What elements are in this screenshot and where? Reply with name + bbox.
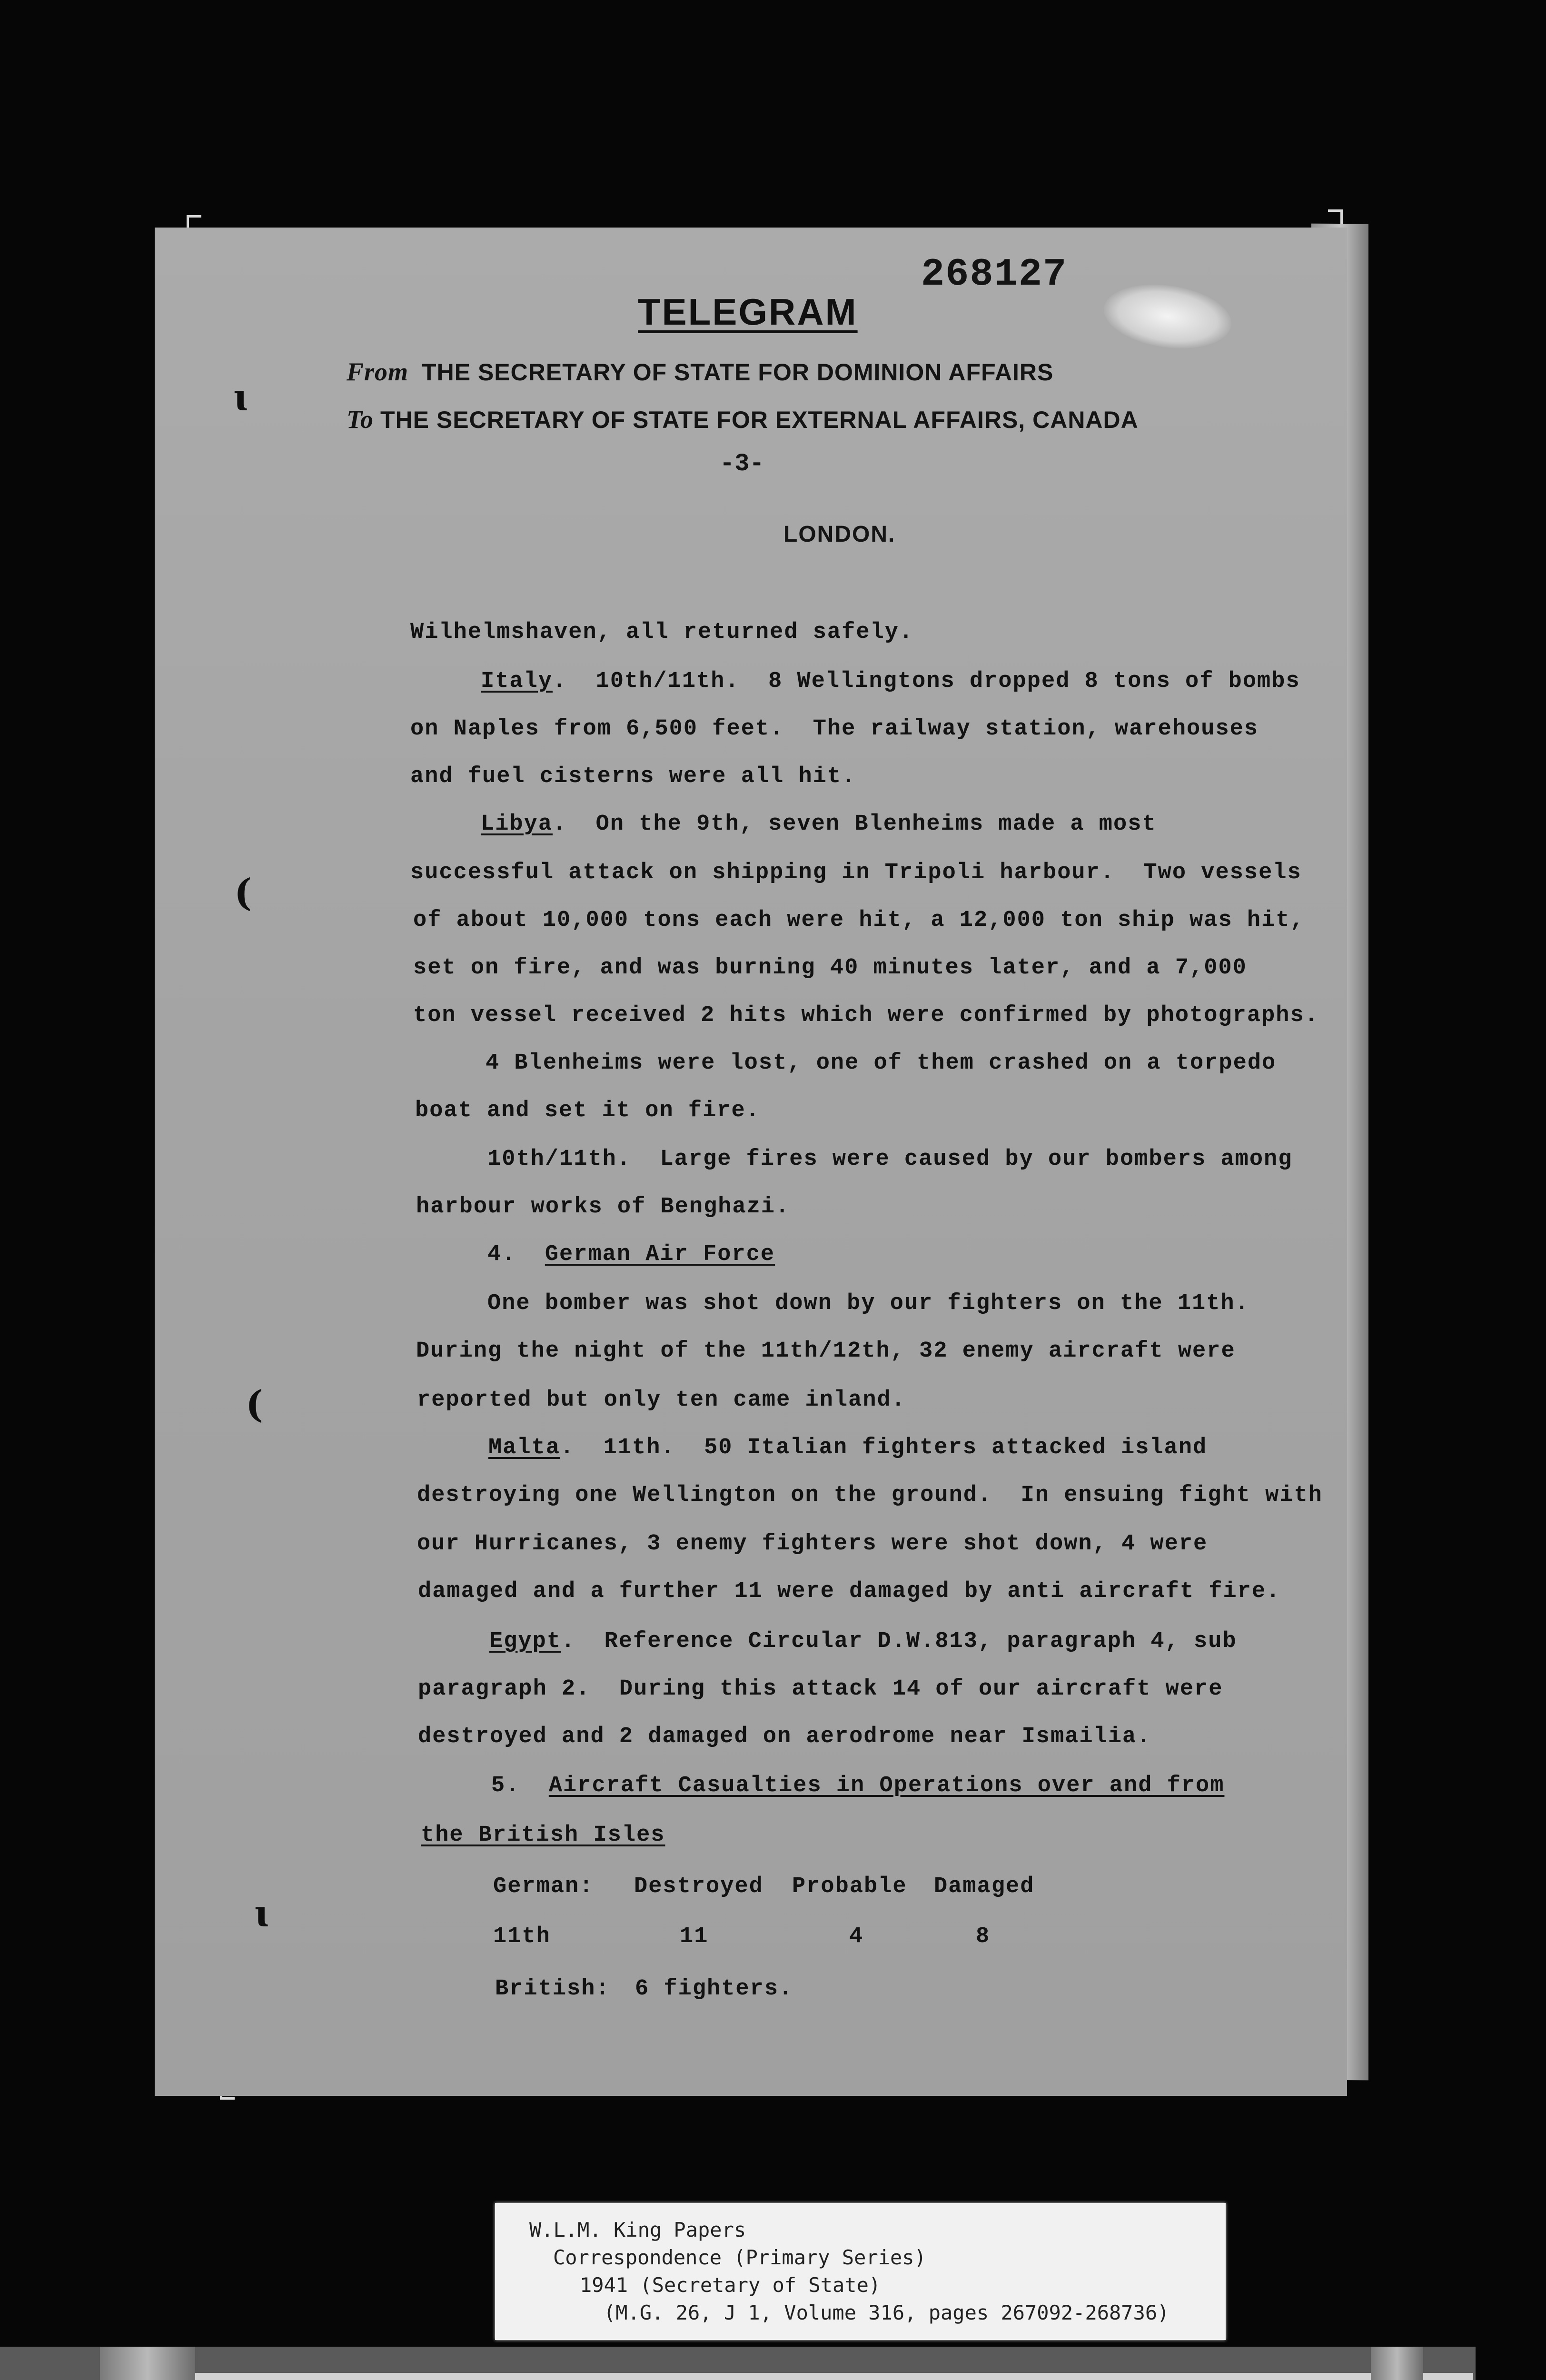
section-number: 5. xyxy=(491,1773,549,1798)
section-heading: Libya xyxy=(481,812,553,837)
body-line: successful attack on shipping in Tripoli harbour. Two vessels xyxy=(410,860,1302,885)
body-line xyxy=(481,670,1300,693)
crop-mark-top-right xyxy=(1328,209,1343,224)
to-label: To xyxy=(347,405,374,434)
to-line xyxy=(347,405,1139,434)
margin-mark: ɩ xyxy=(254,1892,268,1935)
casualties-col-probable: Probable xyxy=(792,1874,907,1899)
from-line xyxy=(347,357,1053,387)
from-label: From xyxy=(347,357,409,386)
city: LONDON. xyxy=(783,522,896,547)
casualties-damaged-value: 8 xyxy=(976,1924,991,1949)
page-number: -3- xyxy=(720,450,764,478)
archive-label-line: (M.G. 26, J 1, Volume 316, pages 267092-268736) xyxy=(604,2301,1169,2324)
archive-label-line: W.L.M. King Papers xyxy=(529,2218,746,2241)
margin-mark: ( xyxy=(246,1383,263,1426)
casualties-probable-value: 4 xyxy=(849,1924,864,1949)
body-line xyxy=(421,1824,665,1846)
body-line: ton vessel received 2 hits which were confirmed by photographs. xyxy=(413,1003,1319,1028)
casualties-row-label-german: German: xyxy=(493,1874,594,1899)
body-line: One bomber was shot down by our fighters on the 11th. xyxy=(487,1291,1249,1316)
body-line: damaged and a further 11 were damaged by anti aircraft fire. xyxy=(418,1579,1281,1604)
body-line: reported but only ten came inland. xyxy=(417,1388,906,1413)
section-heading: Egypt xyxy=(489,1629,562,1654)
body-line xyxy=(489,1630,1237,1653)
archive-label-line: 1941 (Secretary of State) xyxy=(580,2273,881,2297)
casualties-row-label-british: British: xyxy=(495,1976,610,2002)
body-line: harbour works of Benghazi. xyxy=(416,1194,790,1220)
body-text: . On the 9th, seven Blenheims made a most xyxy=(553,812,1157,837)
body-line: 4 Blenheims were lost, one of them crashed on a torpedo xyxy=(486,1051,1277,1076)
telegram-title: TELEGRAM xyxy=(638,291,858,333)
casualties-destroyed-value: 11 xyxy=(680,1924,709,1949)
body-line: During the night of the 11th/12th, 32 enemy aircraft were xyxy=(416,1339,1236,1364)
archive-plate xyxy=(193,2373,1473,2380)
body-line xyxy=(491,1775,1224,1797)
casualties-col-damaged: Damaged xyxy=(934,1874,1035,1899)
to-value: THE SECRETARY OF STATE FOR EXTERNAL AFFAIRS, CANADA xyxy=(380,407,1139,433)
plate-side-right xyxy=(1371,2347,1423,2380)
section-heading: Malta xyxy=(488,1435,561,1460)
body-line: set on fire, and was burning 40 minutes later, and a 7,000 xyxy=(413,955,1247,981)
margin-mark: ( xyxy=(234,871,252,914)
section-number: 4. xyxy=(487,1242,545,1267)
section-heading: Italy xyxy=(481,669,553,694)
section-heading: Aircraft Casualties in Operations over and from xyxy=(548,1773,1225,1798)
body-line xyxy=(487,1243,775,1266)
body-line: of about 10,000 tons each were hit, a 12,000 ton ship was hit, xyxy=(413,908,1305,933)
body-line: 10th/11th. Large fires were caused by our bombers among xyxy=(487,1147,1293,1172)
body-line: destroyed and 2 damaged on aerodrome near Ismailia. xyxy=(418,1724,1151,1749)
archive-label-line: Correspondence (Primary Series) xyxy=(553,2246,926,2269)
from-value: THE SECRETARY OF STATE FOR DOMINION AFFAIRS xyxy=(422,359,1054,386)
body-line: paragraph 2. During this attack 14 of our aircraft were xyxy=(418,1676,1223,1702)
body-line: our Hurricanes, 3 enemy fighters were shot down, 4 were xyxy=(417,1531,1208,1557)
body-line: on Naples from 6,500 feet. The railway station, warehouses xyxy=(410,716,1259,742)
body-line: Wilhelmshaven, all returned safely. xyxy=(410,620,914,645)
body-line: boat and set it on fire. xyxy=(415,1098,760,1123)
body-line: and fuel cisterns were all hit. xyxy=(410,764,856,789)
casualties-date: 11th xyxy=(493,1924,551,1949)
body-line: destroying one Wellington on the ground. In ensuing fight with xyxy=(417,1483,1323,1508)
casualties-british-value: 6 fighters. xyxy=(635,1976,793,2002)
reference-number: 268127 xyxy=(921,252,1068,297)
body-text: . 10th/11th. 8 Wellingtons dropped 8 tons of bombs xyxy=(553,669,1300,694)
section-heading: German Air Force xyxy=(545,1242,775,1267)
casualties-col-destroyed: Destroyed xyxy=(634,1874,763,1899)
body-line xyxy=(488,1437,1207,1459)
section-heading: the British Isles xyxy=(421,1823,665,1848)
body-line xyxy=(481,813,1157,835)
plate-side-left xyxy=(100,2347,195,2380)
body-text: . 11th. 50 Italian fighters attacked island xyxy=(560,1435,1208,1460)
body-text: . Reference Circular D.W.813, paragraph 4, sub xyxy=(561,1629,1237,1654)
margin-mark: ɩ xyxy=(233,376,248,419)
